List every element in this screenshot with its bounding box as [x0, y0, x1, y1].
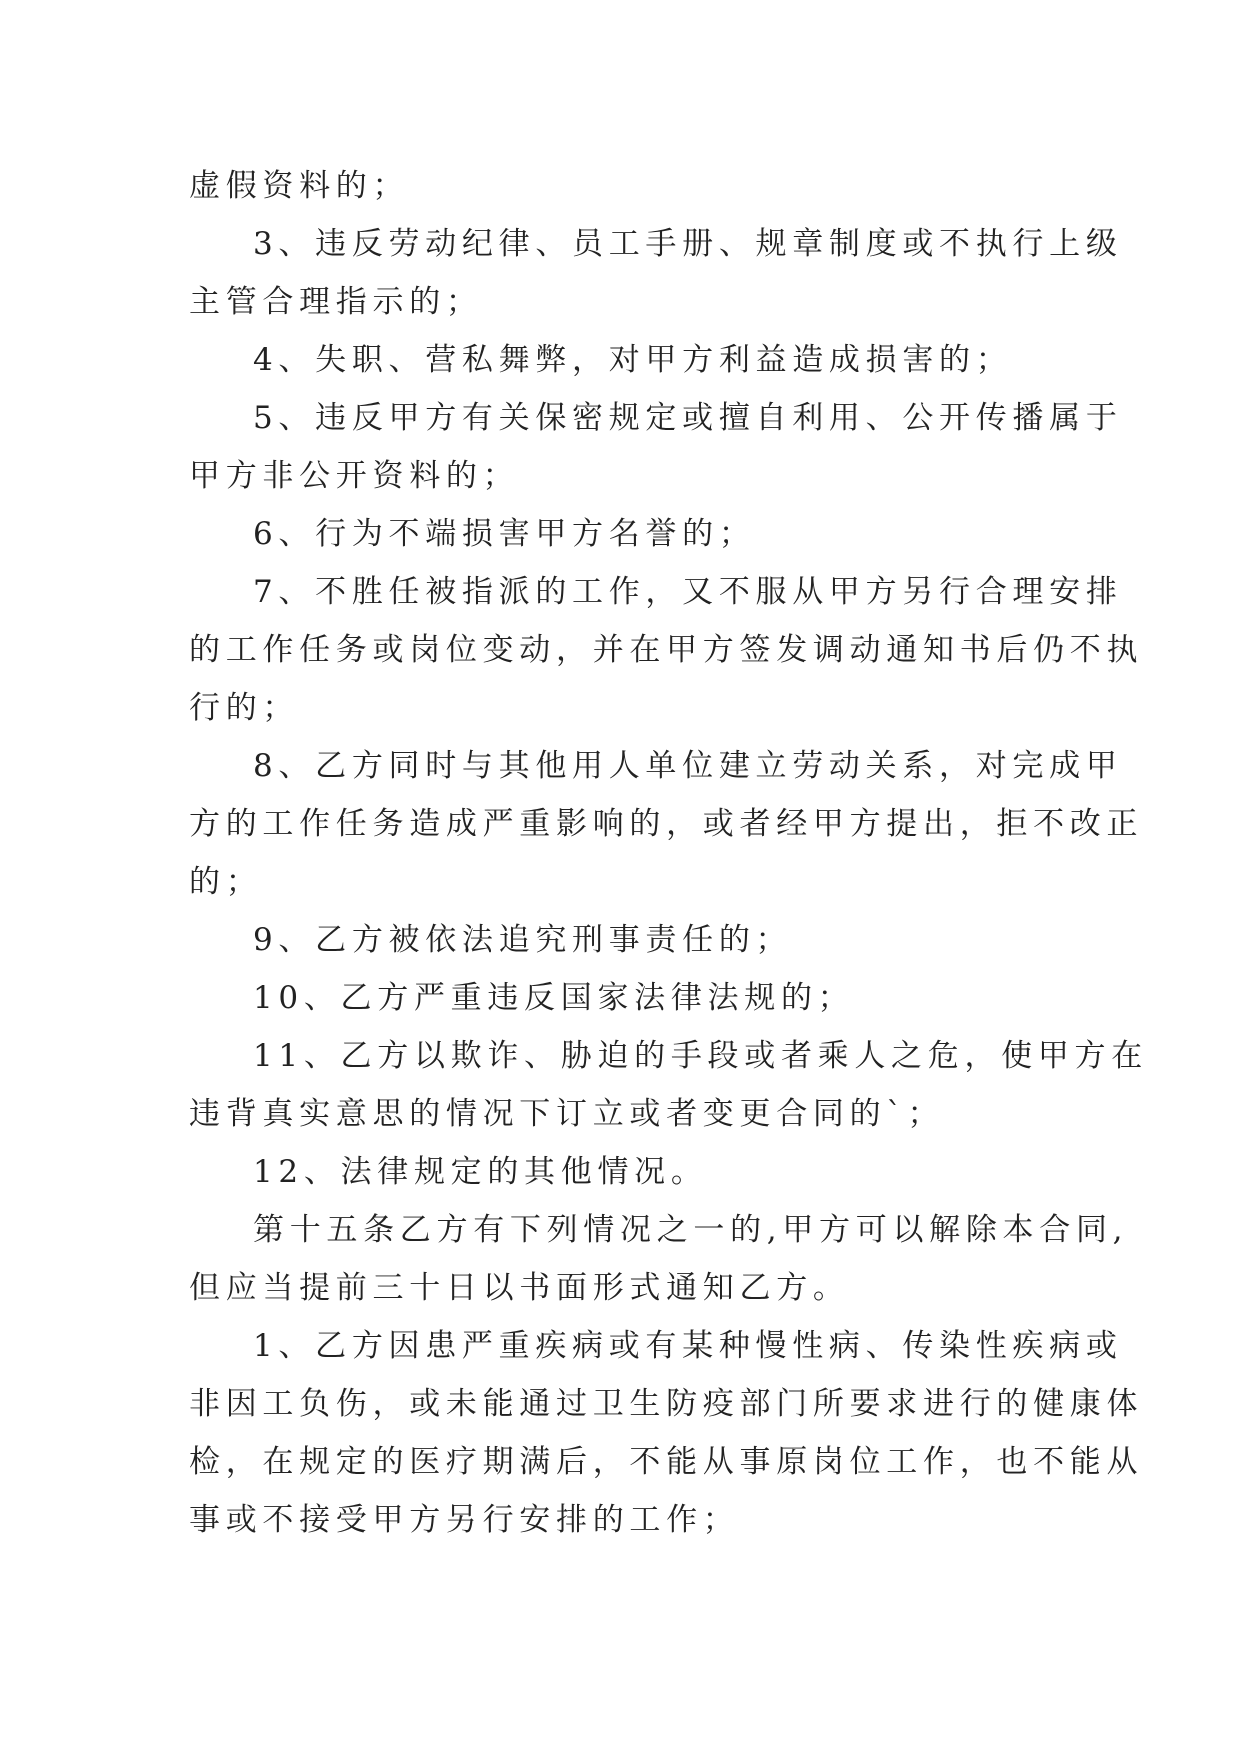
text-line: 第十五条乙方有下列情况之一的,甲方可以解除本合同, — [253, 1212, 1129, 1248]
text-line: 事或不接受甲方另行安排的工作； — [189, 1502, 740, 1538]
text-line: 主管合理指示的； — [189, 284, 483, 320]
text-line: 检，在规定的医疗期满后，不能从事原岗位工作，也不能从 — [189, 1444, 1144, 1480]
text-line: 违背真实意思的情况下订立或者变更合同的`； — [189, 1096, 945, 1132]
paragraph-item-11 — [189, 1027, 1148, 1143]
paragraph-item-4 — [189, 331, 1049, 389]
paragraph-item-3 — [189, 215, 1123, 331]
text-line: 10、乙方严重违反国家法律法规的； — [253, 980, 855, 1016]
paragraph-item-10 — [189, 969, 1049, 1027]
paragraph-item-9 — [189, 911, 1049, 969]
text-line: 4、失职、营私舞弊，对甲方利益造成损害的； — [253, 342, 1013, 378]
text-line: 非因工负伤，或未能通过卫生防疫部门所要求进行的健康体 — [189, 1386, 1144, 1422]
paragraph-continuation — [189, 157, 1049, 215]
text-line: 但应当提前三十日以书面形式通知乙方。 — [189, 1270, 850, 1306]
text-line: 1、乙方因患严重疾病或有某种慢性病、传染性疾病或 — [253, 1328, 1123, 1364]
text-line: 3、违反劳动纪律、员工手册、规章制度或不执行上级 — [253, 226, 1123, 262]
text-line: 6、行为不端损害甲方名誉的； — [253, 516, 756, 552]
text-line: 行的； — [189, 690, 300, 726]
paragraph-item-8 — [189, 737, 1144, 911]
paragraph-item-7 — [189, 563, 1144, 737]
text-line: 11、乙方以欺诈、胁迫的手段或者乘人之危，使甲方在 — [253, 1038, 1148, 1074]
paragraph-article-15-item-1 — [189, 1317, 1144, 1549]
text-line: 虚假资料的； — [189, 168, 410, 204]
text-line: 的； — [189, 864, 263, 900]
text-line: 方的工作任务造成严重影响的，或者经甲方提出，拒不改正 — [189, 806, 1144, 842]
paragraph-item-6 — [189, 505, 1049, 563]
paragraph-article-15 — [189, 1201, 1129, 1317]
paragraph-item-5 — [189, 389, 1123, 505]
text-line: 的工作任务或岗位变动，并在甲方签发调动通知书后仍不执 — [189, 632, 1144, 668]
text-line: 9、乙方被依法追究刑事责任的； — [253, 922, 793, 958]
document-body — [189, 157, 1148, 1549]
text-line: 5、违反甲方有关保密规定或擅自利用、公开传播属于 — [253, 400, 1123, 436]
text-line: 甲方非公开资料的； — [189, 458, 520, 494]
paragraph-item-12 — [189, 1143, 1049, 1201]
text-line: 12、法律规定的其他情况。 — [253, 1154, 708, 1190]
text-line: 8、乙方同时与其他用人单位建立劳动关系，对完成甲 — [253, 748, 1123, 784]
text-line: 7、不胜任被指派的工作，又不服从甲方另行合理安排 — [253, 574, 1123, 610]
